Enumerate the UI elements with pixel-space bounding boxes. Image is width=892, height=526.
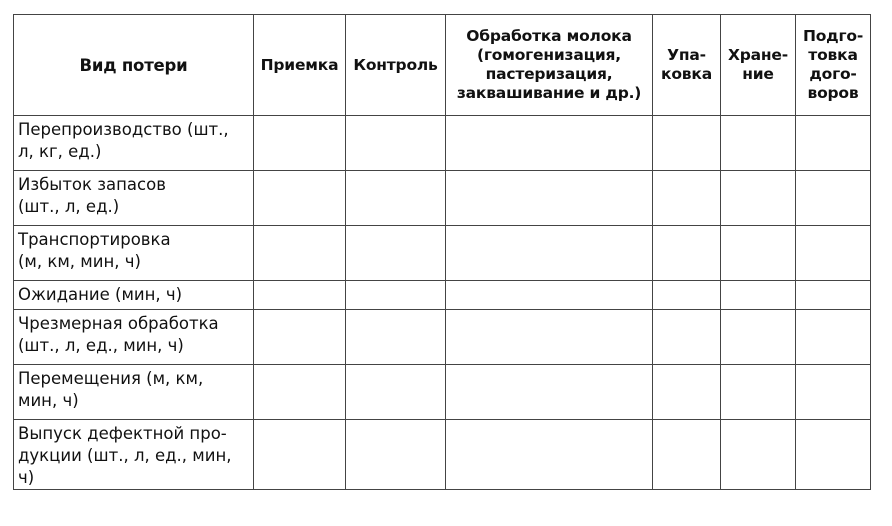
table-cell[interactable] bbox=[446, 281, 653, 310]
row-label-line: Транспортировка bbox=[18, 230, 171, 249]
table-cell[interactable] bbox=[254, 310, 346, 365]
table-cell[interactable] bbox=[346, 281, 446, 310]
table-cell[interactable] bbox=[721, 365, 796, 420]
table-cell[interactable] bbox=[721, 226, 796, 281]
header-milk-processing bbox=[446, 15, 653, 116]
table-cell[interactable] bbox=[653, 116, 721, 171]
table-cell[interactable] bbox=[796, 365, 871, 420]
row-label-defects bbox=[14, 420, 254, 490]
header-line: воров bbox=[807, 84, 859, 102]
row-label-line: дукции (шт., л, ед., мин, ч) bbox=[18, 446, 232, 487]
header-line: Обработка молока bbox=[466, 27, 632, 45]
header-line: Приемка bbox=[260, 55, 339, 74]
row-label-overprocessing bbox=[14, 310, 254, 365]
table-cell[interactable] bbox=[254, 420, 346, 490]
table-row bbox=[14, 420, 871, 490]
table-cell[interactable] bbox=[446, 171, 653, 226]
table-row bbox=[14, 226, 871, 281]
table-cell[interactable] bbox=[796, 116, 871, 171]
table-cell[interactable] bbox=[721, 281, 796, 310]
table-row bbox=[14, 171, 871, 226]
table-cell[interactable] bbox=[346, 116, 446, 171]
table-cell[interactable] bbox=[653, 226, 721, 281]
header-line: Вид потери bbox=[79, 55, 188, 75]
table-cell[interactable] bbox=[446, 420, 653, 490]
table-cell[interactable] bbox=[346, 310, 446, 365]
table-row bbox=[14, 310, 871, 365]
header-line: ковка bbox=[661, 65, 712, 83]
table-row bbox=[14, 116, 871, 171]
table-cell[interactable] bbox=[446, 116, 653, 171]
row-label-line: Ожидание (мин, ч) bbox=[18, 285, 183, 304]
table-cell[interactable] bbox=[254, 171, 346, 226]
row-label-transportation bbox=[14, 226, 254, 281]
table-cell[interactable] bbox=[796, 226, 871, 281]
header-line: товка bbox=[808, 46, 858, 64]
loss-types-table bbox=[13, 14, 871, 490]
table-cell[interactable] bbox=[796, 310, 871, 365]
table-cell[interactable] bbox=[721, 310, 796, 365]
table-cell[interactable] bbox=[346, 420, 446, 490]
table-cell[interactable] bbox=[653, 171, 721, 226]
table-row bbox=[14, 281, 871, 310]
table-cell[interactable] bbox=[796, 420, 871, 490]
row-label-line: Выпуск дефектной про- bbox=[18, 424, 227, 443]
header-acceptance bbox=[254, 15, 346, 116]
table-cell[interactable] bbox=[254, 226, 346, 281]
row-label-line: (м, км, мин, ч) bbox=[18, 252, 141, 271]
row-label-line: л, кг, ед.) bbox=[18, 142, 102, 161]
table-cell[interactable] bbox=[796, 171, 871, 226]
header-storage bbox=[721, 15, 796, 116]
table-cell[interactable] bbox=[446, 365, 653, 420]
header-row bbox=[14, 15, 871, 116]
row-label-line: Перепроизводство (шт., bbox=[18, 120, 229, 139]
header-line: заквашивание и др.) bbox=[456, 84, 642, 102]
table-cell[interactable] bbox=[254, 116, 346, 171]
table-cell[interactable] bbox=[721, 420, 796, 490]
table-cell[interactable] bbox=[653, 365, 721, 420]
table-cell[interactable] bbox=[653, 310, 721, 365]
table-cell[interactable] bbox=[254, 281, 346, 310]
row-label-line: Избыток запасов bbox=[18, 175, 166, 194]
table-cell[interactable] bbox=[346, 365, 446, 420]
row-label-waiting bbox=[14, 281, 254, 310]
header-line: Упа- bbox=[667, 46, 706, 64]
table-cell[interactable] bbox=[254, 365, 346, 420]
row-label-line: (шт., л, ед., мин, ч) bbox=[18, 336, 184, 355]
header-line: дого- bbox=[809, 65, 857, 83]
header-line: (гомогенизация, bbox=[477, 46, 621, 64]
table-cell[interactable] bbox=[721, 116, 796, 171]
table-cell[interactable] bbox=[446, 226, 653, 281]
header-control bbox=[346, 15, 446, 116]
table-row bbox=[14, 365, 871, 420]
header-contract-preparation bbox=[796, 15, 871, 116]
row-label-excess-inventory bbox=[14, 171, 254, 226]
header-line: Хране- bbox=[728, 46, 788, 64]
row-label-line: Чрезмерная обработка bbox=[18, 314, 219, 333]
header-line: Подго- bbox=[802, 27, 864, 45]
table-cell[interactable] bbox=[796, 281, 871, 310]
header-packaging bbox=[653, 15, 721, 116]
header-line: Контроль bbox=[353, 55, 438, 74]
table-cell[interactable] bbox=[446, 310, 653, 365]
row-label-motion bbox=[14, 365, 254, 420]
header-line: пастеризация, bbox=[485, 65, 613, 83]
row-label-line: мин, ч) bbox=[18, 391, 79, 410]
table-cell[interactable] bbox=[653, 281, 721, 310]
table-cell[interactable] bbox=[346, 171, 446, 226]
table-cell[interactable] bbox=[653, 420, 721, 490]
table-cell[interactable] bbox=[721, 171, 796, 226]
row-label-overproduction bbox=[14, 116, 254, 171]
row-label-line: (шт., л, ед.) bbox=[18, 197, 120, 216]
header-line: ние bbox=[742, 65, 774, 83]
row-label-line: Перемещения (м, км, bbox=[18, 369, 204, 388]
header-loss-type bbox=[14, 15, 254, 116]
table-cell[interactable] bbox=[346, 226, 446, 281]
